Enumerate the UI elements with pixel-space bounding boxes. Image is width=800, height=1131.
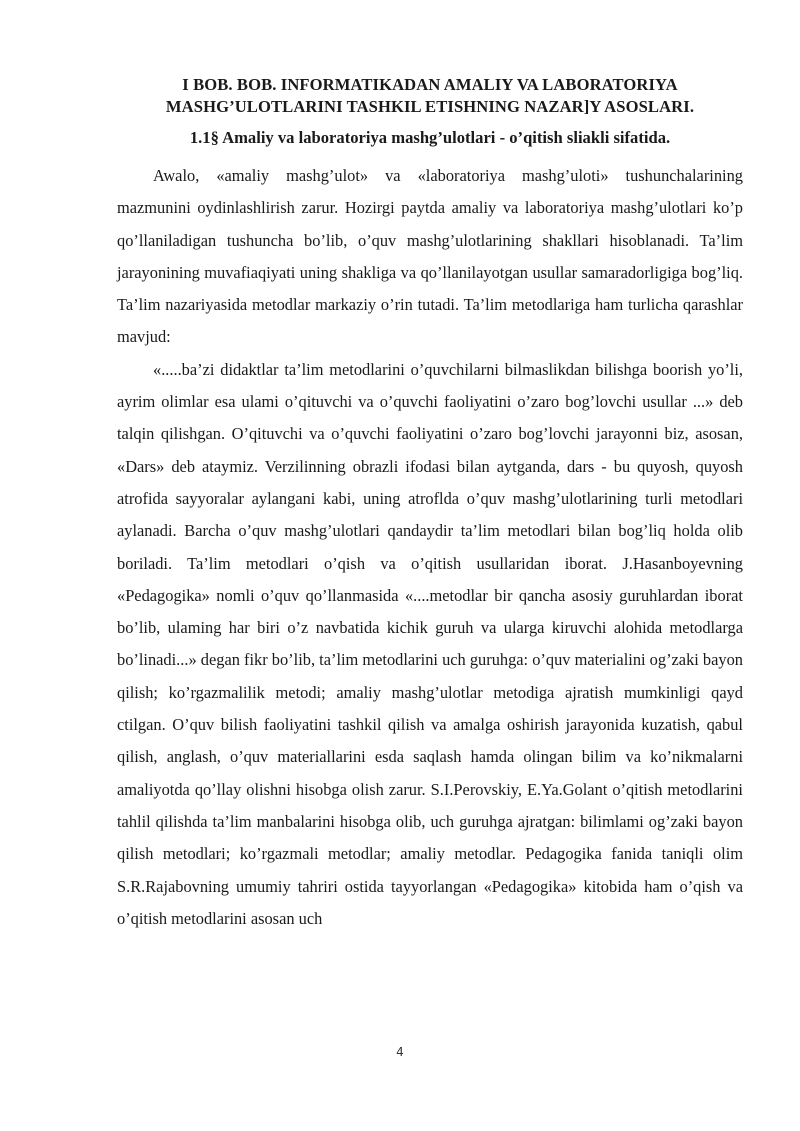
chapter-heading: I BOB. BOB. INFORMATIKADAN AMALIY VA LABORATORIYA MASHG’ULOTLARINI TASHKIL ETISHNING NAZAR]Y ASOSLARI. [165,75,695,116]
paragraph: «.....ba’zi didaktlar ta’lim metodlarini o’quvchilarni bilmaslikdan bilishga boorish yo’li, ayrim olimlar esa ulami o’qituvchi va o’quvchi faoliyatini o’zaro bog’lovchi usullar ...» deb talqin qilishgan. O’qituvchi va o’quvchi faoliyatini o’zaro bog’lovchi jarayonni biz, asosan, «Dars» deb ataymiz. Verzilinning obrazli ifodasi bilan aytganda, dars - bu quyosh, quyosh atrofida sayyoralar aylangani kabi, uning atroflda o’quv mashg’ulotlarining turli metodlari aylanadi. Barcha o’quv mashg’ulotlari qandaydir ta’lim metodlari bilan bog’liq holda olib boriladi. Ta’lim metodlari o’qish va o’qitish usullaridan iborat. J.Hasanboyevning «Pedagogika» nomli o’quv qo’llanmasida «....metodlar bir qancha asosiy guruhlardan iborat bo’lib, ulaming har biri o’z navbatida kichik guruh va ularga kiruvchi alohida metodlarga bo’linadi...» degan fikr bo’lib, ta’lim metodlarini uch guruhga: o’quv materialini og’zaki bayon qilish; ko’rgazmalilik metodi; amaliy mashg’ulotlar metodiga ajratish mumkinligi qayd ctilgan. O’quv bilish faoliyatini tashkil qilish va amalga oshirish jarayonida kuzatish, qabul qilish, anglash, o’quv materiallarini esda saqlash hamda olingan bilim va ko’nikmalarni amaliyotda qo’llay olishni hisobga olish zarur. S.I.Perovskiy, E.Ya.Golant o’qitish metodlarini tahlil qilishda ta’lim manbalarini hisobga olib, uch guruhga ajratgan: bilimlami og’zaki bayon qilish metodlari; ko’rgazmali metodlar; amaliy metodlar. Pedagogika fanida taniqli olim S.R.Rajabovning umumiy tahriri ostida tayyorlangan «Pedagogika» kitobida ham o’qish va o’qitish metodlarini asosan uch [117,359,743,928]
body-text [117,160,743,935]
page-number: 4 [396,1045,404,1059]
paragraph: Awalo, «amaliy mashg’ulot» va «laboratoriya mashg’uloti» tushunchalarining mazmunini oydinlashlirish zarur. Hozirgi paytda amaliy va laboratoriya mashg’ulotlari ko’p qo’llaniladigan tushuncha bo’lib, o’quv mashg’ulotlarining shakllari hisoblanadi. Ta’lim jarayonining muvafiaqiyati uning shakliga va qo’llanilayotgan usullar samaradorligiga bog’liq. Ta’lim nazariyasida metodlar markaziy o’rin tutadi. Ta’lim metodlariga ham turlicha qarashlar mavjud: [117,166,743,347]
section-heading: 1.1§ Amaliy va laboratoriya mashg’ulotlari - o’qitish sliakli sifatida. [189,128,671,147]
